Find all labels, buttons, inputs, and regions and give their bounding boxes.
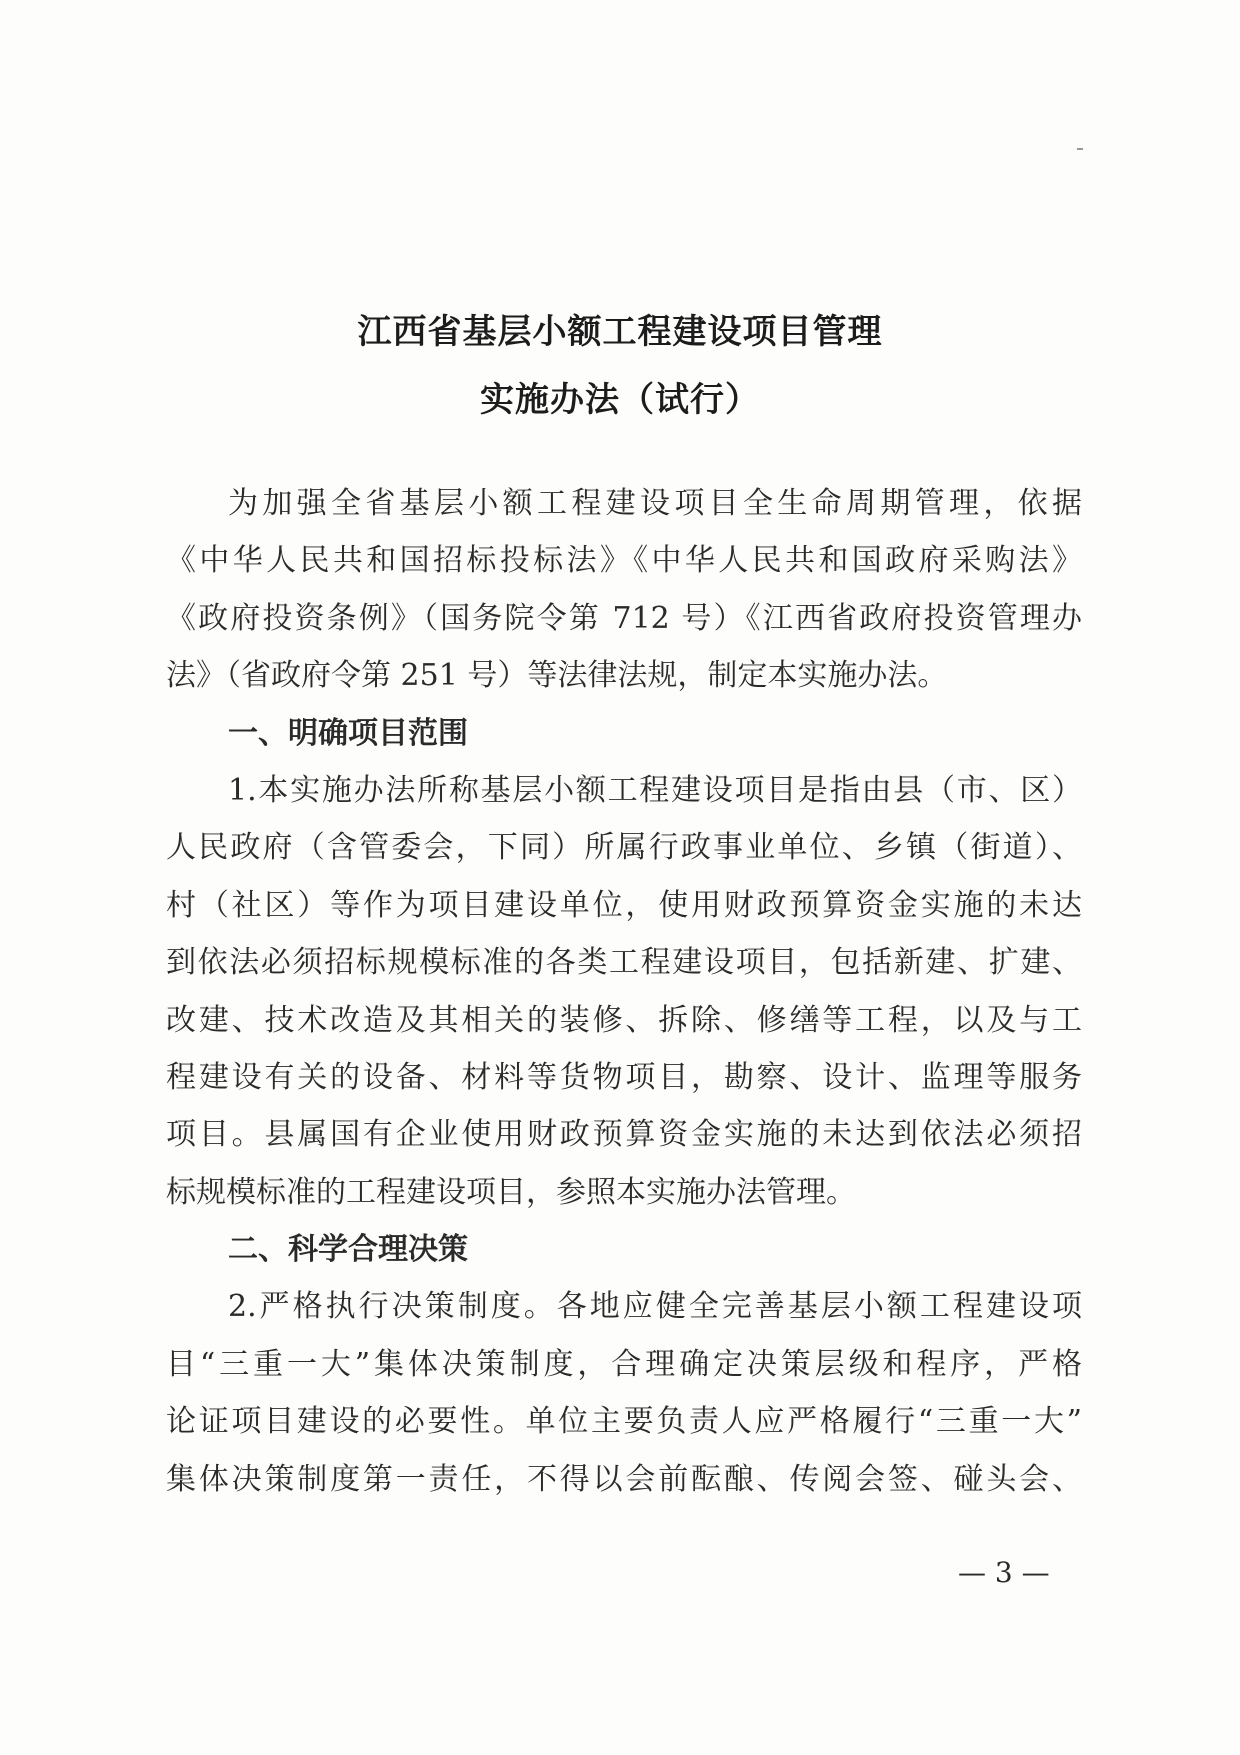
paragraph-line: 人民政府（含管委会，下同）所属行政事业单位、乡镇（街道）、	[166, 830, 1082, 866]
paragraph-line: 为加强全省基层小额工程建设项目全生命周期管理，依据	[228, 486, 1082, 521]
document-body	[166, 475, 1082, 1508]
paragraph-line: 2.严格执行决策制度。各地应健全完善基层小额工程建设项	[228, 1289, 1082, 1325]
paragraph-line: 标规模标准的工程建设项目，参照本实施办法管理。	[166, 1174, 856, 1210]
section-heading: 一、明确项目范围	[228, 715, 468, 751]
paragraph-line: 法》（省政府令第 251 号）等法律法规，制定本实施办法。	[166, 658, 948, 694]
paragraph-line: 目“三重一大”集体决策制度，合理确定决策层级和程序，严格	[166, 1346, 1082, 1382]
paragraph-line: 村（社区）等作为项目建设单位，使用财政预算资金实施的未达	[166, 887, 1082, 923]
paragraph-line: 《中华人民共和国招标投标法》《中华人民共和国政府采购法》	[166, 543, 1082, 579]
section-heading: 二、科学合理决策	[228, 1232, 468, 1268]
document-title-line-2: 实施办法（试行）	[480, 380, 760, 420]
document-title-line-1: 江西省基层小额工程建设项目管理	[357, 312, 883, 352]
paragraph-line: 程建设有关的设备、材料等货物项目，勘察、设计、监理等服务	[166, 1059, 1082, 1095]
paragraph-line: 到依法必须招标规模标准的各类工程建设项目，包括新建、扩建、	[166, 945, 1082, 981]
paragraph-line: 论证项目建设的必要性。单位主要负责人应严格履行“三重一大”	[166, 1404, 1082, 1440]
paragraph-line: 改建、技术改造及其相关的装修、拆除、修缮等工程，以及与工	[166, 1002, 1082, 1038]
scan-speck	[1077, 148, 1083, 150]
paragraph-line: 《政府投资条例》（国务院令第 712 号）《江西省政府投资管理办	[166, 600, 1082, 636]
paragraph-line: 集体决策制度第一责任，不得以会前酝酿、传阅会签、碰头会、	[166, 1461, 1082, 1497]
paragraph-line: 项目。县属国有企业使用财政预算资金实施的未达到依法必须招	[166, 1117, 1082, 1153]
page-number: — 3 —	[958, 1556, 1050, 1589]
paragraph-line: 1.本实施办法所称基层小额工程建设项目是指由县（市、区）	[228, 772, 1082, 808]
